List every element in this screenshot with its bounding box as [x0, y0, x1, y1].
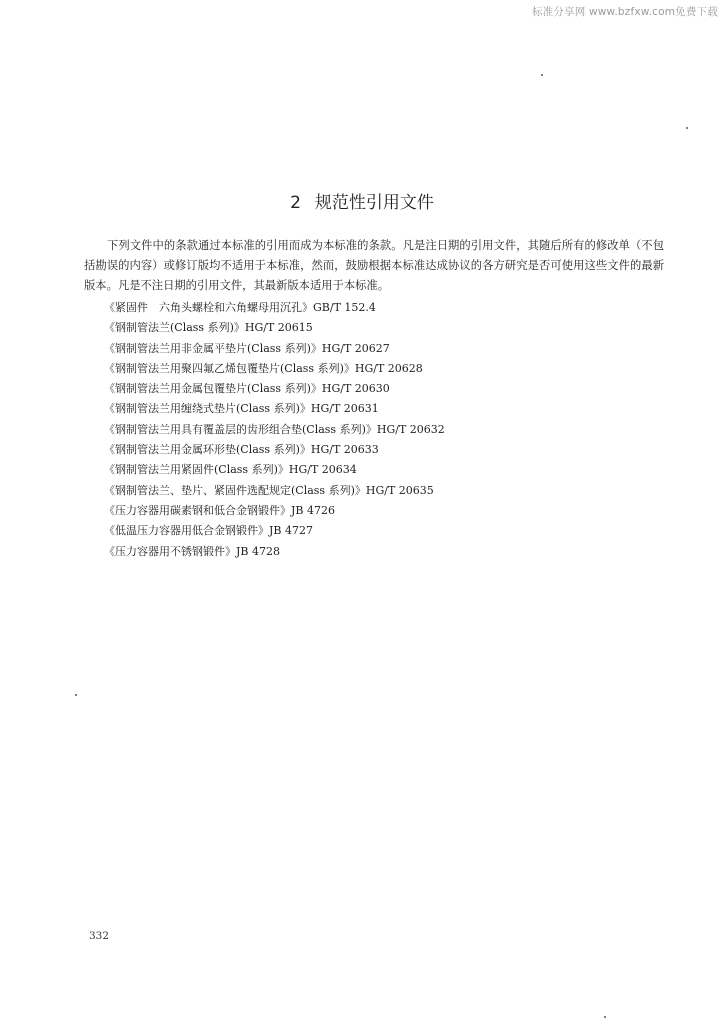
page-number: 332	[89, 930, 110, 942]
reference-item: 《钢制管法兰(Class 系列)》HG/T 20615	[104, 321, 313, 335]
reference-item: 《钢制管法兰用非金属平垫片(Class 系列)》HG/T 20627	[104, 341, 390, 355]
reference-item: 《低温压力容器用低合金钢锻件》JB 4727	[104, 524, 313, 538]
reference-item: 《钢制管法兰用紧固件(Class 系列)》HG/T 20634	[104, 463, 357, 477]
reference-item: 《钢制管法兰用聚四氟乙烯包覆垫片(Class 系列)》HG/T 20628	[104, 361, 423, 375]
reference-item: 《压力容器用碳素钢和低合金钢锻件》JB 4726	[104, 503, 335, 517]
reference-item: 《钢制管法兰用金属包覆垫片(Class 系列)》HG/T 20630	[104, 382, 390, 396]
reference-item: 《钢制管法兰、垫片、紧固件选配规定(Class 系列)》HG/T 20635	[104, 483, 434, 497]
reference-item: 《钢制管法兰用具有覆盖层的齿形组合垫(Class 系列)》HG/T 20632	[104, 422, 445, 436]
reference-item: 《钢制管法兰用金属环形垫(Class 系列)》HG/T 20633	[104, 443, 379, 457]
reference-list	[104, 298, 445, 562]
intro-paragraph: 下列文件中的条款通过本标准的引用而成为本标准的条款。凡是注日期的引用文件，其随后所有的修改单（不包括勘误的内容）或修订版均不适用于本标准，然而，鼓励根据本标准达成协议的各方研究是否可使用这些文件的最新版本。凡是不注日期的引用文件，其最新版本适用于本标准。	[84, 239, 664, 292]
section-heading	[0, 188, 724, 213]
scan-speck	[604, 1016, 606, 1018]
scan-speck	[75, 694, 77, 696]
scan-speck	[686, 127, 688, 129]
reference-item: 《压力容器用不锈钢锻件》JB 4728	[104, 544, 280, 558]
reference-item: 《紧固件 六角头螺栓和六角螺母用沉孔》GB/T 152.4	[104, 301, 376, 314]
section-title: 规范性引用文件	[314, 193, 434, 214]
watermark-text: 标准分享网 www.bzfxw.com免费下载	[531, 6, 718, 18]
scan-speck	[541, 74, 543, 76]
section-number: 2	[290, 193, 301, 214]
reference-item: 《钢制管法兰用缠绕式垫片(Class 系列)》HG/T 20631	[104, 402, 379, 416]
